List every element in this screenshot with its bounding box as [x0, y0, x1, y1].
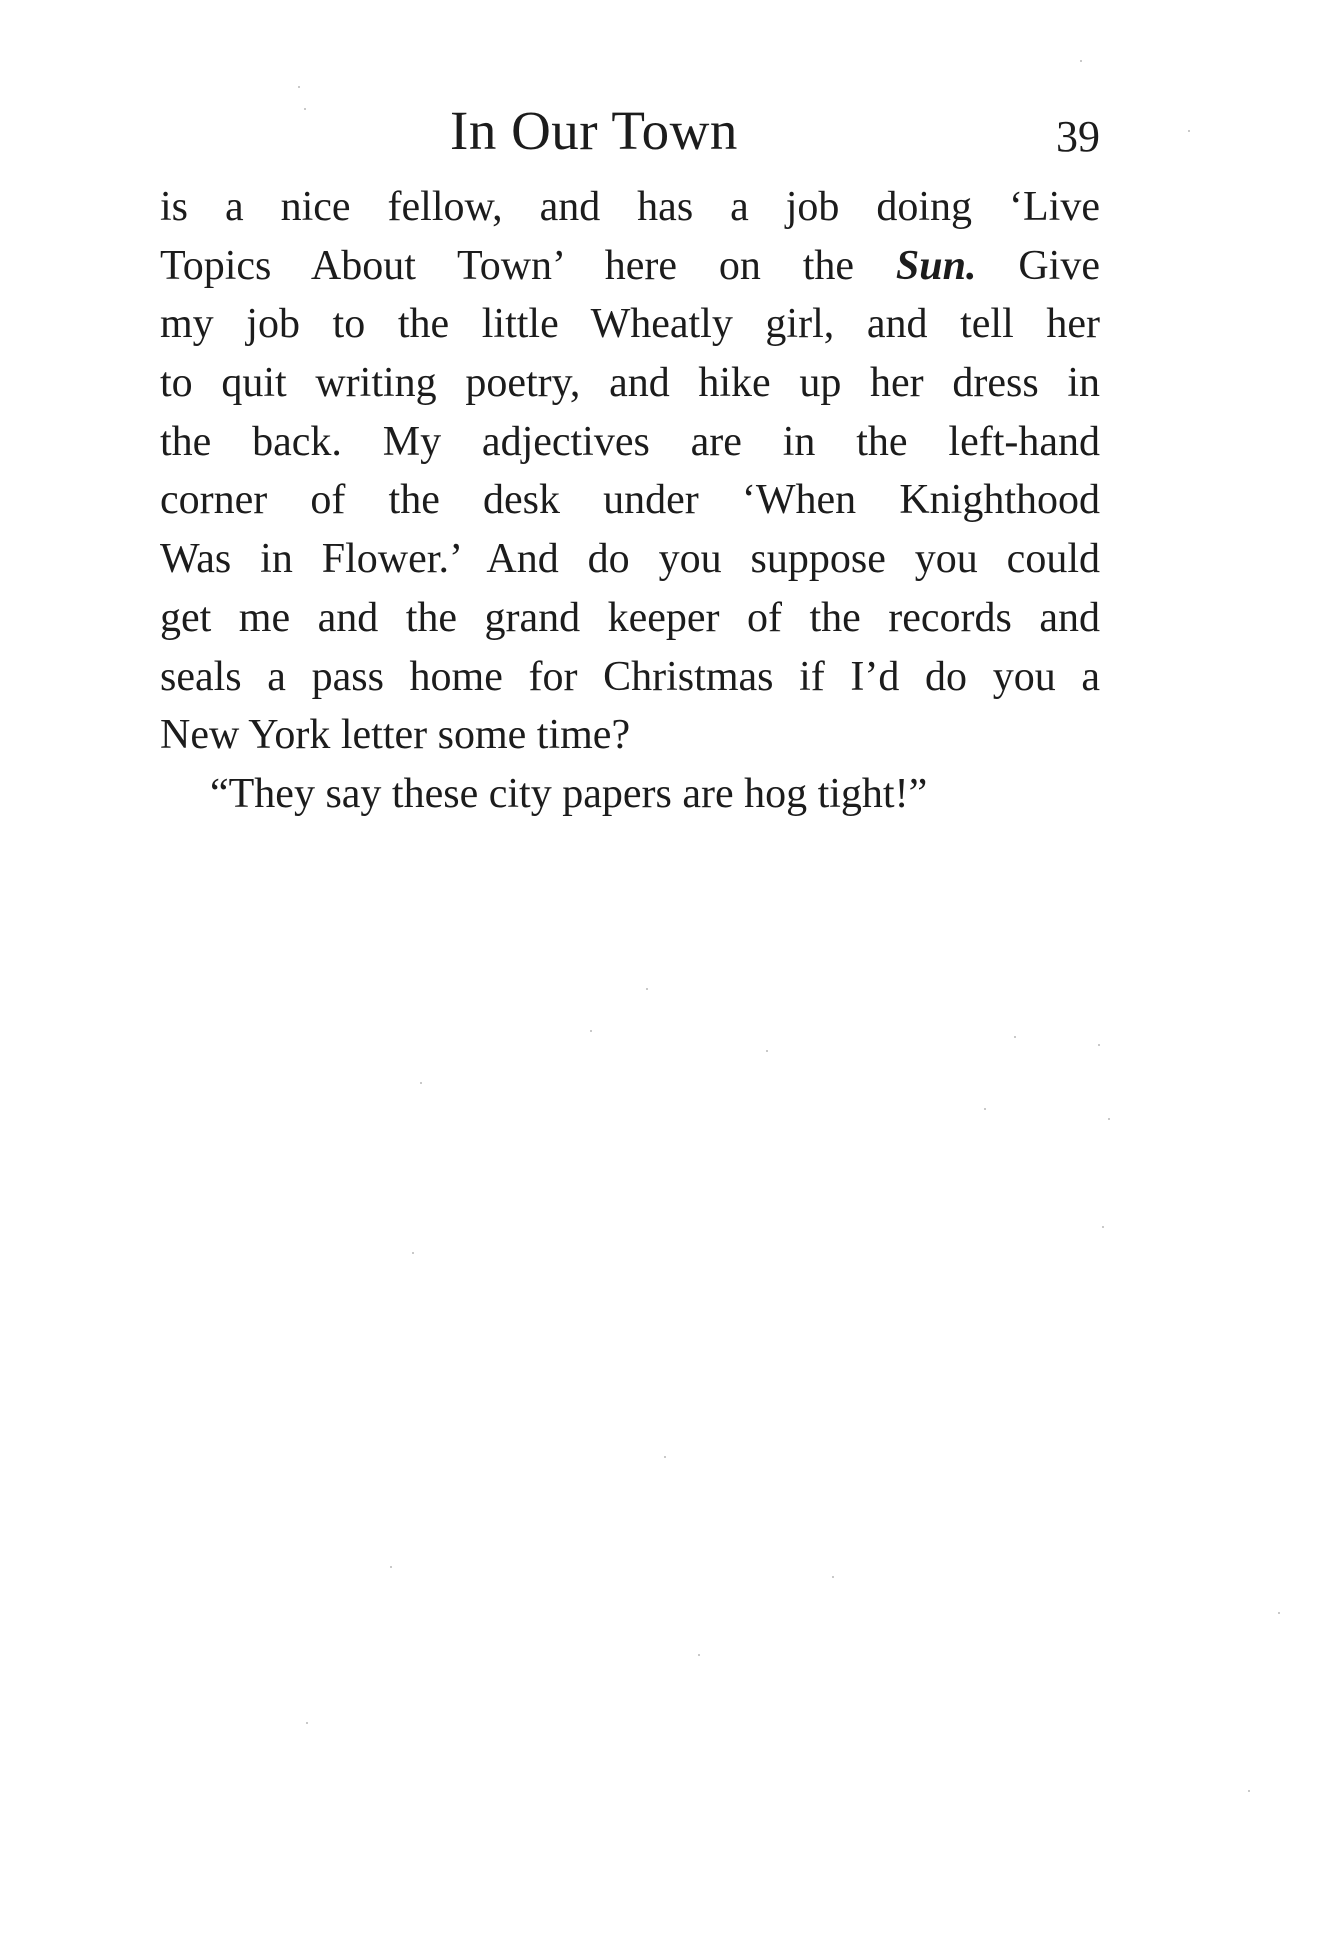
scan-speck — [984, 1108, 986, 1110]
scan-speck — [420, 1082, 422, 1084]
scan-speck — [306, 1722, 308, 1724]
text-line: corner of the desk under ‘When Knighthood — [160, 477, 1100, 524]
text-line: is a nice fellow, and has a job doing ‘Live — [160, 184, 1100, 230]
scan-speck — [590, 1030, 592, 1032]
scan-speck — [698, 1654, 700, 1656]
text-line: Was in Flower.’ And do you suppose you could — [160, 536, 1100, 583]
scan-speck — [646, 988, 648, 990]
scan-speck — [1014, 1036, 1016, 1038]
scan-speck — [304, 108, 306, 110]
text-line: New York letter some time? — [160, 712, 631, 759]
text-line: Topics About Town’ here on the Sun. Give — [160, 242, 1100, 289]
text-line: the back. My adjectives are in the left-hand — [160, 418, 1100, 465]
text-line: to quit writing poetry, and hike up her dress in — [160, 360, 1100, 407]
running-title: In Our Town — [450, 100, 738, 161]
body-text — [160, 178, 1100, 824]
text-line: my job to the little Wheatly girl, and tell her — [160, 301, 1100, 348]
scan-speck — [1188, 130, 1190, 132]
text-line: get me and the grand keeper of the records and — [160, 594, 1100, 641]
scan-speck — [766, 1050, 768, 1052]
scan-speck — [1278, 1612, 1280, 1614]
scan-speck — [1080, 60, 1082, 62]
scan-speck — [1108, 1118, 1110, 1120]
scan-speck — [390, 1566, 392, 1568]
scan-speck — [1102, 1226, 1104, 1228]
quoted-line: “They say these city papers are hog tight!” — [210, 770, 928, 817]
scan-speck — [664, 1456, 666, 1458]
scan-speck — [1248, 1790, 1250, 1792]
newspaper-name: Sun. — [895, 242, 977, 289]
scan-speck — [298, 86, 300, 88]
scan-speck — [1098, 1044, 1100, 1046]
page-number: 39 — [1056, 112, 1100, 161]
scan-speck — [412, 1252, 414, 1254]
running-head — [160, 96, 1100, 166]
text-line: seals a pass home for Christmas if I’d do you a — [160, 653, 1100, 700]
scan-speck — [832, 1576, 834, 1578]
